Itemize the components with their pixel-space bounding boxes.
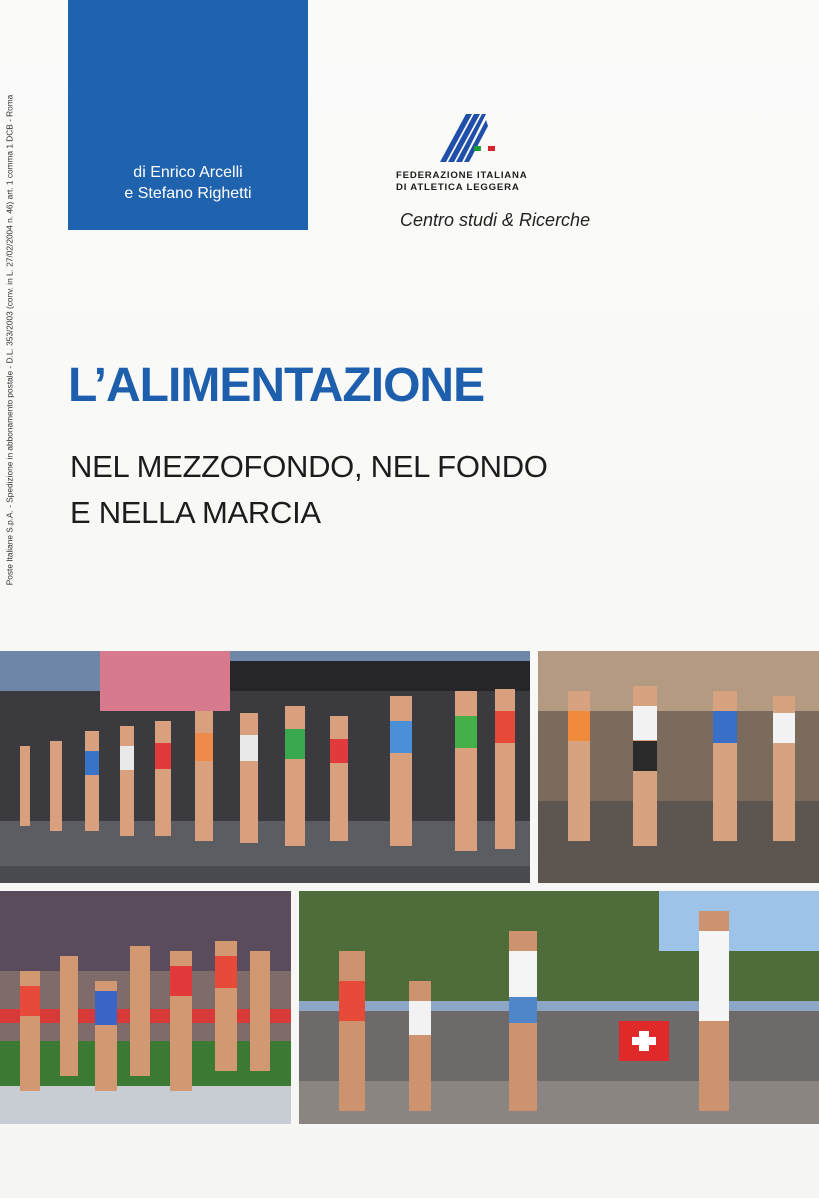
federation-name — [396, 170, 556, 194]
author-line-1: di Enrico Arcelli — [133, 164, 243, 181]
department-name: Centro studi & Ricerche — [400, 210, 591, 230]
author-box — [68, 0, 308, 230]
photo-race-walk — [299, 891, 819, 1124]
subtitle-line-1: NEL MEZZOFONDO, NEL FONDO — [70, 449, 548, 484]
federation-name-line-1: FEDERAZIONE ITALIANA — [396, 170, 528, 181]
federation-name-line-2: DI ATLETICA LEGGERA — [396, 182, 520, 193]
fidal-logo-icon — [436, 112, 502, 166]
photo-marathon-start-women — [0, 651, 530, 883]
author-line-2: e Stefano Righetti — [124, 185, 252, 202]
author-lines — [124, 162, 251, 204]
photo-steeplechase — [0, 891, 291, 1124]
main-title: L’ALIMENTAZIONE — [68, 359, 485, 412]
photo-marathon-women-street — [538, 651, 819, 883]
subtitle-line-2: E NELLA MARCIA — [70, 495, 321, 530]
postal-note: Poste Italiane S.p.A. - Spedizione in abbonamento postale - D.L. 353/2003 (conv. in L. 27/02/2004 n. 46) art. 1 comma 1 DCB - Roma — [4, 94, 15, 586]
